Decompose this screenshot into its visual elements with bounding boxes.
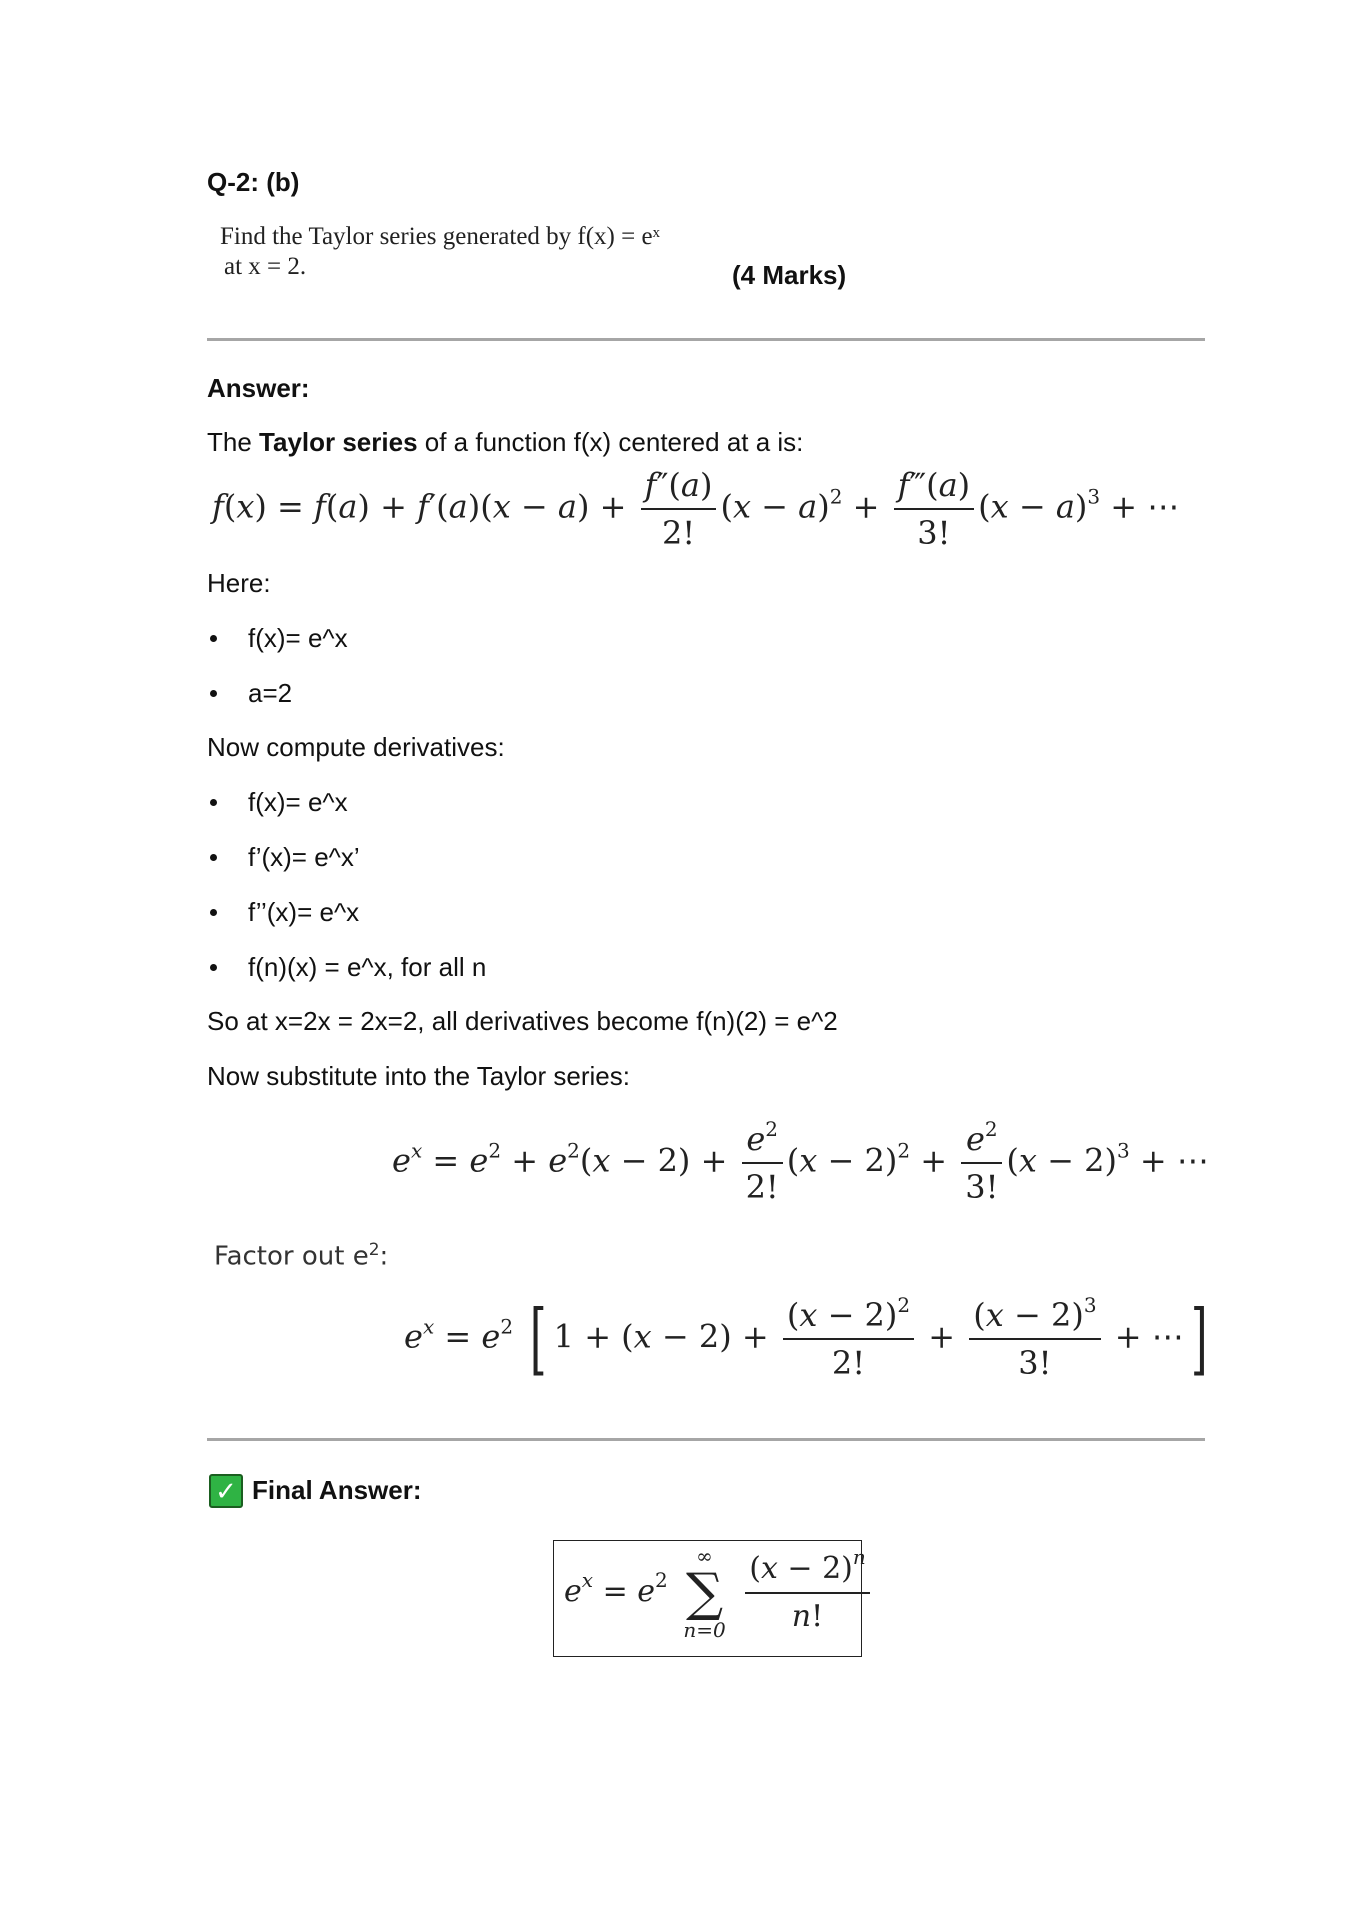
substituted-series: $e^x = e^2 + e^2(x - 2)$ + $\frac{e^2}{2!}$ $(x - 2)^2$ + $\frac{e^2}{3!}$ $(x - 2)^3$ + ⋯ bbox=[392, 1117, 1209, 1206]
answer-heading: Answer: bbox=[207, 373, 310, 403]
list-item: f’’(x)= e^x bbox=[248, 897, 360, 927]
at-point-statement: So at x=2x = 2x=2, all derivatives become f(n)(2) = e^2 bbox=[207, 1006, 838, 1036]
list-item: f(n)(x) = e^x, for all n bbox=[248, 952, 487, 982]
divider-top bbox=[207, 338, 1205, 341]
sum-upper-limit: ∞ bbox=[696, 1544, 713, 1568]
question-prompt-line2: at x = 2. bbox=[224, 253, 307, 280]
here-label: Here: bbox=[207, 568, 271, 598]
sum-lower-limit: n=0 bbox=[683, 1618, 726, 1642]
final-answer-box bbox=[553, 1540, 866, 1657]
final-answer-formula: $e^x = e^2$ ∞ ∑ n=0 $\frac{(x - 2)^n}{n!}$ bbox=[564, 1545, 874, 1641]
question-marks: (4 Marks) bbox=[732, 260, 847, 290]
derivatives-intro: Now compute derivatives: bbox=[207, 732, 505, 762]
question-prompt-line1: Find the Taylor series generated by f(x) = eˣ bbox=[220, 223, 660, 250]
checkmark-icon: ✓ bbox=[209, 1474, 243, 1508]
list-item: f(x)= e^x bbox=[248, 787, 348, 817]
substitute-statement: Now substitute into the Taylor series: bbox=[207, 1061, 630, 1091]
question-label: Q-2: (b) bbox=[207, 167, 300, 197]
final-answer-heading: Final Answer: bbox=[252, 1475, 422, 1505]
answer-intro: The Taylor series of a function f(x) centered at a is: bbox=[207, 427, 804, 457]
list-item: a=2 bbox=[248, 678, 293, 708]
divider-bottom bbox=[207, 1438, 1205, 1441]
taylor-formula: f(x) = f(a) + f′(a)(x − a) + $\frac{f''(a)}{2!}$ $(x - a)^2$ + $\frac{f‴(a)}{3!}$ $(x - a)^3$ + ⋯ bbox=[212, 466, 1180, 552]
list-item: f’(x)= e^x’ bbox=[248, 842, 360, 872]
list-item: f(x)= e^x bbox=[248, 623, 348, 653]
factor-out-label: Factor out $e^2$: bbox=[214, 1240, 389, 1272]
factored-series: $e^x = e^2$ [ 1 + (x − 2) + $\frac{(x - 2)^2}{2!}$ + $\frac{(x - 2)^3}{3!}$ + ⋯] bbox=[404, 1293, 1208, 1384]
